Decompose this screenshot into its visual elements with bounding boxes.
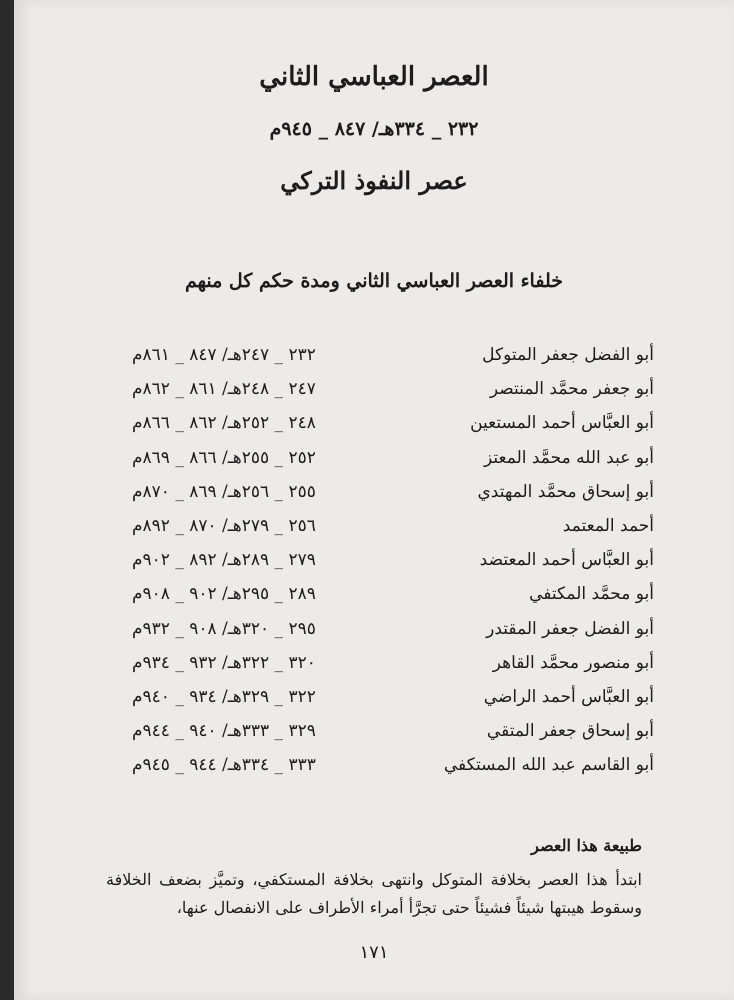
caliph-name: أبو العبَّاس أحمد المعتضد (479, 550, 654, 571)
list-item (132, 543, 654, 577)
caliph-name: أبو العبَّاس أحمد المستعين (470, 413, 654, 434)
list-item (132, 475, 654, 509)
reign-period: ٢٣٢ _ ٢٤٧هـ/ ٨٤٧ _ ٨٦١م (132, 345, 316, 366)
body-paragraph: ابتدأ هذا العصر بخلافة المتوكل وانتهى بخلافة المستكفي، وتميَّز بضعف الخلافة وسقوط هيبتها شيئاً فشيئاً حتى تجرَّأ أمراء الأطراف على الانفصال عنها، (106, 870, 642, 917)
list-item (132, 372, 654, 406)
page-title: العصر العباسي الثاني (259, 62, 489, 92)
list-item (132, 577, 654, 611)
caliphs-list (132, 338, 654, 782)
list-item (132, 612, 654, 646)
caliph-name: أبو منصور محمَّد القاهر (492, 652, 654, 673)
page-subtitle: عصر النفوذ التركي (280, 166, 468, 195)
caliph-name: أبو جعفر محمَّد المنتصر (489, 379, 654, 400)
list-item (132, 748, 654, 782)
caliph-name: أبو إسحاق محمَّد المهتدي (477, 481, 654, 502)
caliph-name: أبو الفضل جعفر المتوكل (482, 345, 654, 366)
list-item (132, 714, 654, 748)
caliph-name: أبو العبَّاس أحمد الراضي (483, 686, 654, 707)
list-item (132, 646, 654, 680)
list-item (132, 441, 654, 475)
caliphs-list-heading: خلفاء العصر العباسي الثاني ومدة حكم كل منهم (184, 270, 563, 292)
list-item (132, 338, 654, 372)
reign-period: ٢٧٩ _ ٢٨٩هـ/ ٨٩٢ _ ٩٠٢م (132, 550, 316, 571)
list-item (132, 406, 654, 440)
page-number: ١٧١ (359, 942, 389, 963)
caliph-name: أبو القاسم عبد الله المستكفي (443, 755, 654, 776)
caliph-name: أبو عبد الله محمَّد المعتز (484, 447, 654, 468)
caliph-name: أحمد المعتمد (562, 516, 654, 537)
reign-period: ٣٢٠ _ ٣٢٢هـ/ ٩٣٢ _ ٩٣٤م (132, 652, 316, 673)
caliph-name: أبو محمَّد المكتفي (529, 584, 654, 605)
reign-period: ٣٣٣ _ ٣٣٤هـ/ ٩٤٤ _ ٩٤٥م (132, 755, 316, 776)
reign-period: ٣٢٢ _ ٣٢٩هـ/ ٩٣٤ _ ٩٤٠م (132, 686, 316, 707)
reign-period: ٢٥٥ _ ٢٥٦هـ/ ٨٦٩ _ ٨٧٠م (132, 481, 316, 502)
reign-period: ٢٩٥ _ ٣٢٠هـ/ ٩٠٨ _ ٩٣٢م (132, 618, 316, 639)
book-page (14, 0, 734, 1000)
era-dates: ٢٣٢ _ ٣٣٤هـ/ ٨٤٧ _ ٩٤٥م (269, 118, 479, 140)
reign-period: ٢٥٢ _ ٢٥٥هـ/ ٨٦٦ _ ٨٦٩م (132, 447, 316, 468)
reign-period: ٢٨٩ _ ٢٩٥هـ/ ٩٠٢ _ ٩٠٨م (132, 584, 316, 605)
caliph-name: أبو الفضل جعفر المقتدر (486, 618, 654, 639)
reign-period: ٢٥٦ _ ٢٧٩هـ/ ٨٧٠ _ ٨٩٢م (132, 516, 316, 537)
caliph-name: أبو إسحاق جعفر المتقي (486, 721, 654, 742)
reign-period: ٢٤٧ _ ٢٤٨هـ/ ٨٦١ _ ٨٦٢م (132, 379, 316, 400)
list-item (132, 509, 654, 543)
reign-period: ٢٤٨ _ ٢٥٢هـ/ ٨٦٢ _ ٨٦٦م (132, 413, 316, 434)
reign-period: ٣٢٩ _ ٣٣٣هـ/ ٩٤٠ _ ٩٤٤م (132, 721, 316, 742)
list-item (132, 680, 654, 714)
section-heading: طبيعة هذا العصر (531, 836, 642, 855)
